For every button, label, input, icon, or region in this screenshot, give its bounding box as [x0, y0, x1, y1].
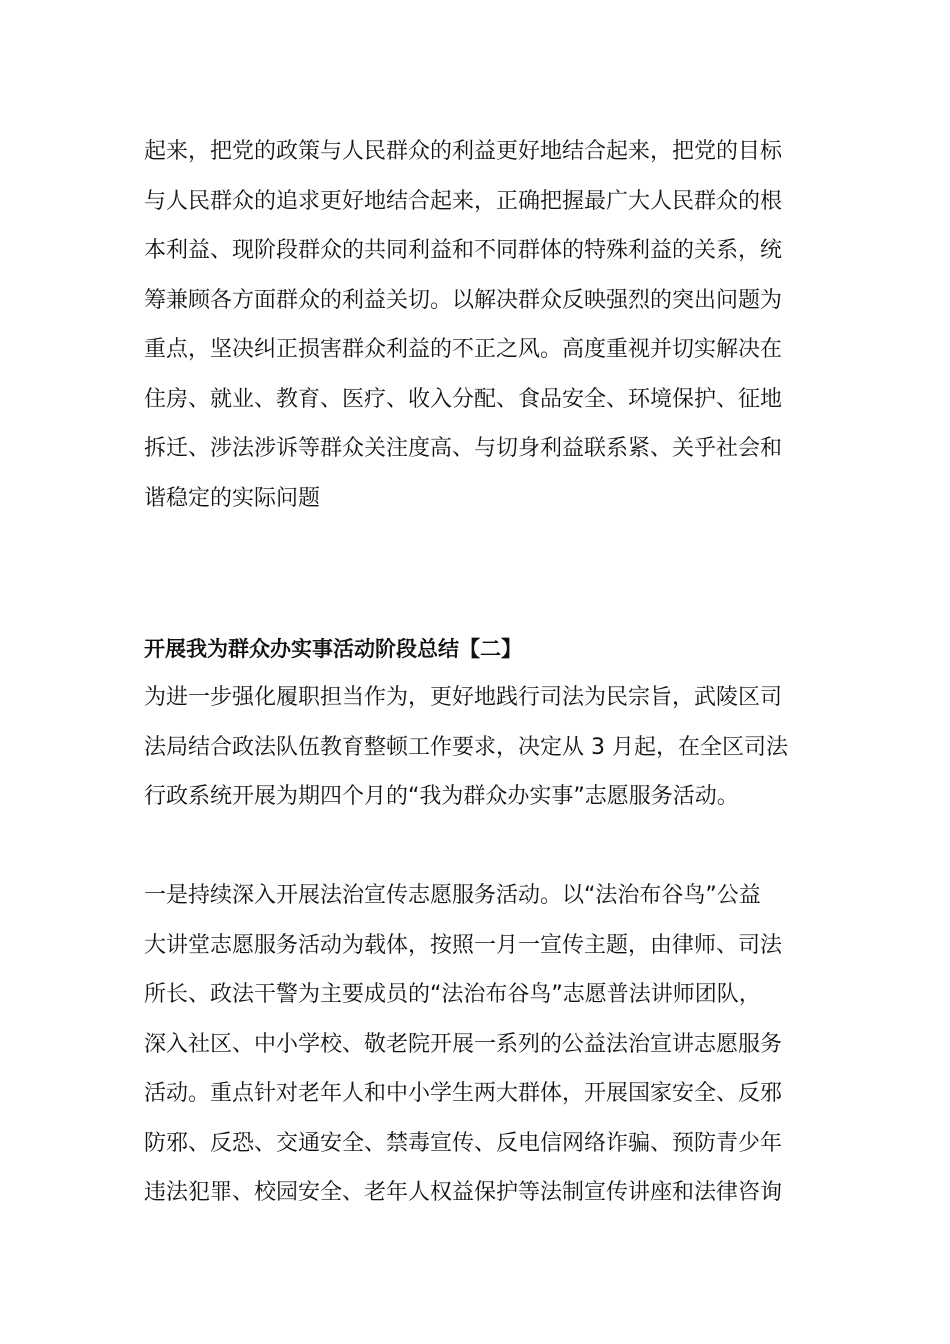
- paragraph-line: 违法犯罪、校园安全、老年人权益保护等法制宣传讲座和法律咨询: [144, 1180, 783, 1205]
- paragraph-line: 行政系统开展为期四个月的“我为群众办实事”志愿服务活动。: [144, 784, 739, 809]
- paragraph-line: 活动。重点针对老年人和中小学生两大群体，开展国家安全、反邪: [144, 1081, 783, 1106]
- paragraph-line: 谐稳定的实际问题: [144, 485, 321, 511]
- paragraph-line: 筹兼顾各方面群众的利益关切。以解决群众反映强烈的突出问题为: [144, 287, 783, 313]
- paragraph-line: 起来，把党的政策与人民群众的利益更好地结合起来，把党的目标: [144, 139, 783, 164]
- paragraph-line: 本利益、现阶段群众的共同利益和不同群体的特殊利益的关系，统: [144, 238, 783, 263]
- paragraph-line: 深入社区、中小学校、敬老院开展一系列的公益法治宣讲志愿服务: [144, 1031, 783, 1057]
- intro-paragraph: [144, 673, 808, 822]
- paragraph-line: 住房、就业、教育、医疗、收入分配、食品安全、环境保护、征地: [144, 386, 783, 412]
- paragraph-line: 重点，坚决纠正损害群众利益的不正之风。高度重视并切实解决在: [144, 337, 783, 362]
- paragraph-continued: [144, 127, 808, 523]
- paragraph-line: 法局结合政法队伍教育整顿工作要求，决定从 3 月起，在全区司法: [144, 734, 788, 760]
- paragraph-line: 大讲堂志愿服务活动为载体，按照一月一宣传主题，由律师、司法: [144, 932, 783, 958]
- paragraph-line: 所长、政法干警为主要成员的“法治布谷鸟”志愿普法讲师团队，: [144, 982, 761, 1007]
- section-heading: 开展我为群众办实事活动阶段总结【二】: [144, 637, 522, 661]
- paragraph-line: 与人民群众的追求更好地结合起来，正确把握最广大人民群众的根: [144, 188, 783, 214]
- paragraph-line: 为进一步强化履职担当作为，更好地践行司法为民宗旨，武陵区司: [144, 685, 783, 710]
- paragraph-line: 拆迁、涉法涉诉等群众关注度高、与切身利益联系紧、关乎社会和: [144, 436, 783, 461]
- paragraph-line: 一是持续深入开展法治宣传志愿服务活动。以“法治布谷鸟”公益: [144, 883, 761, 908]
- point-one-paragraph: [144, 871, 808, 1218]
- paragraph-line: 防邪、反恐、交通安全、禁毒宣传、反电信网络诈骗、预防青少年: [144, 1130, 783, 1156]
